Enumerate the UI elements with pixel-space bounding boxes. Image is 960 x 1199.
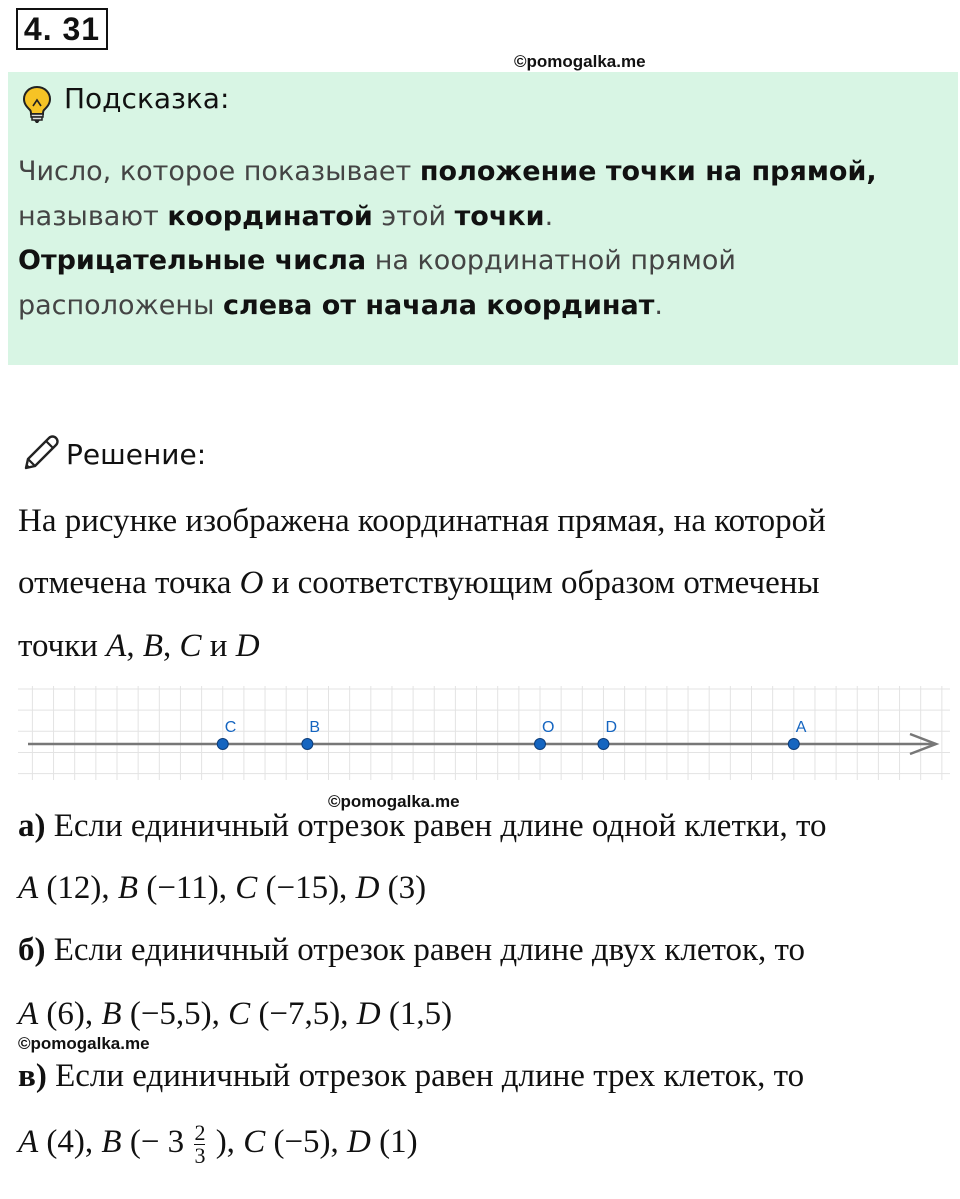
text-run: (3) bbox=[379, 870, 427, 906]
solution-title: Решение: bbox=[66, 438, 207, 471]
text-run: (12), bbox=[38, 870, 118, 906]
hint-text-run: на координатной прямой bbox=[366, 245, 736, 276]
case-text: Если единичный отрезок равен длине двух клеток, то bbox=[45, 932, 806, 968]
point-label-o: O bbox=[542, 719, 555, 736]
text-run: (−7,5), bbox=[250, 996, 357, 1032]
number-line-figure bbox=[18, 686, 950, 785]
point-d bbox=[598, 739, 609, 750]
point-name: D bbox=[347, 1124, 371, 1161]
hint-bold-run: слева от начала координат bbox=[222, 289, 655, 321]
intro-line-3 bbox=[18, 628, 260, 665]
intro-line-2 bbox=[18, 565, 820, 602]
hint-text-run: называют bbox=[18, 200, 168, 232]
point-o bbox=[535, 739, 546, 750]
point-label-b: B bbox=[309, 719, 321, 736]
hint-line bbox=[18, 284, 938, 329]
hint-title: Подсказка: bbox=[64, 82, 230, 115]
hint-bold-run: координатой bbox=[167, 200, 373, 232]
point-name: D bbox=[235, 628, 260, 664]
case-marker: в) bbox=[18, 1058, 47, 1094]
text-run: ), bbox=[207, 1124, 244, 1161]
case-text: Если единичный отрезок равен длине трех клеток, то bbox=[46, 1058, 805, 1094]
text-run: и bbox=[201, 628, 236, 664]
point-b bbox=[302, 739, 313, 750]
case-b-answer bbox=[18, 996, 452, 1033]
hint-bold-run: точки bbox=[454, 200, 545, 232]
hint-text-run: расположены bbox=[18, 289, 223, 321]
hint-text-run: . bbox=[544, 200, 554, 232]
text-run: , bbox=[126, 628, 143, 664]
watermark: ©pomogalka.me bbox=[328, 792, 460, 811]
point-name: B bbox=[101, 996, 122, 1032]
point-name: D bbox=[356, 996, 381, 1032]
fraction-numerator: 2 bbox=[194, 1120, 206, 1145]
fraction bbox=[194, 1122, 205, 1167]
text-run: отмечена точка bbox=[18, 565, 240, 601]
point-a bbox=[788, 739, 799, 750]
point-name: A bbox=[106, 628, 127, 664]
number-line-svg bbox=[18, 686, 950, 780]
hint-bold-run: Отрицательные числа bbox=[18, 245, 367, 276]
point-name: B bbox=[142, 628, 164, 664]
point-name: A bbox=[18, 870, 39, 906]
fraction-denominator: 3 bbox=[194, 1143, 206, 1168]
text-run: (−5), bbox=[265, 1124, 348, 1161]
point-name: O bbox=[239, 565, 264, 601]
point-name: B bbox=[117, 870, 139, 906]
point-label-d: D bbox=[605, 719, 618, 736]
point-label-c: C bbox=[224, 719, 237, 736]
case-a-condition bbox=[18, 808, 827, 845]
point-name: A bbox=[18, 996, 39, 1032]
point-name: C bbox=[179, 628, 202, 664]
point-name: A bbox=[18, 1124, 39, 1161]
watermark: ©pomogalka.me bbox=[18, 1034, 150, 1053]
case-marker: б) bbox=[18, 932, 46, 968]
point-c bbox=[217, 739, 228, 750]
text-run: (−15), bbox=[257, 870, 356, 906]
watermark: ©pomogalka.me bbox=[514, 52, 646, 71]
hint-line bbox=[18, 239, 938, 284]
task-number: 4. 31 bbox=[16, 8, 108, 50]
text-run: (1) bbox=[370, 1124, 418, 1161]
text-run: точки bbox=[18, 628, 107, 664]
case-c-condition bbox=[18, 1058, 804, 1095]
hint-text bbox=[18, 150, 938, 328]
hint-bold-run: , bbox=[866, 156, 877, 187]
point-name: C bbox=[235, 870, 258, 906]
case-text: Если единичный отрезок равен длине одной клетки, то bbox=[45, 808, 827, 844]
hint-bold-run: положение точки на прямой bbox=[419, 156, 867, 187]
text-run: (1,5) bbox=[380, 996, 453, 1032]
text-run: (− 3 bbox=[121, 1124, 193, 1161]
pencil-icon bbox=[18, 432, 62, 481]
intro-line-1: На рисунке изображена координатная прямая, на которой bbox=[18, 503, 826, 539]
text-run: , bbox=[163, 628, 180, 664]
point-name: C bbox=[228, 996, 251, 1032]
hint-line bbox=[18, 195, 938, 240]
text-run: (4), bbox=[38, 1124, 102, 1161]
text-run: и соответствующим образом отмечены bbox=[263, 565, 820, 601]
case-b-condition bbox=[18, 932, 805, 969]
point-name: D bbox=[355, 870, 380, 906]
case-marker: а) bbox=[18, 808, 46, 844]
text-run: (6), bbox=[38, 996, 102, 1032]
point-name: B bbox=[101, 1124, 122, 1161]
text-run: (−5,5), bbox=[121, 996, 229, 1032]
hint-text-run: этой bbox=[372, 200, 455, 232]
case-c-answer bbox=[18, 1122, 418, 1167]
point-label-a: A bbox=[795, 719, 807, 736]
hint-text-run: . bbox=[654, 289, 663, 321]
case-a-answer bbox=[18, 870, 426, 907]
hint-text-run: Число, которое показывает bbox=[18, 156, 420, 187]
hint-line bbox=[18, 150, 938, 195]
point-name: C bbox=[243, 1124, 266, 1161]
lightbulb-icon bbox=[20, 84, 54, 129]
text-run: (−11), bbox=[138, 870, 236, 906]
